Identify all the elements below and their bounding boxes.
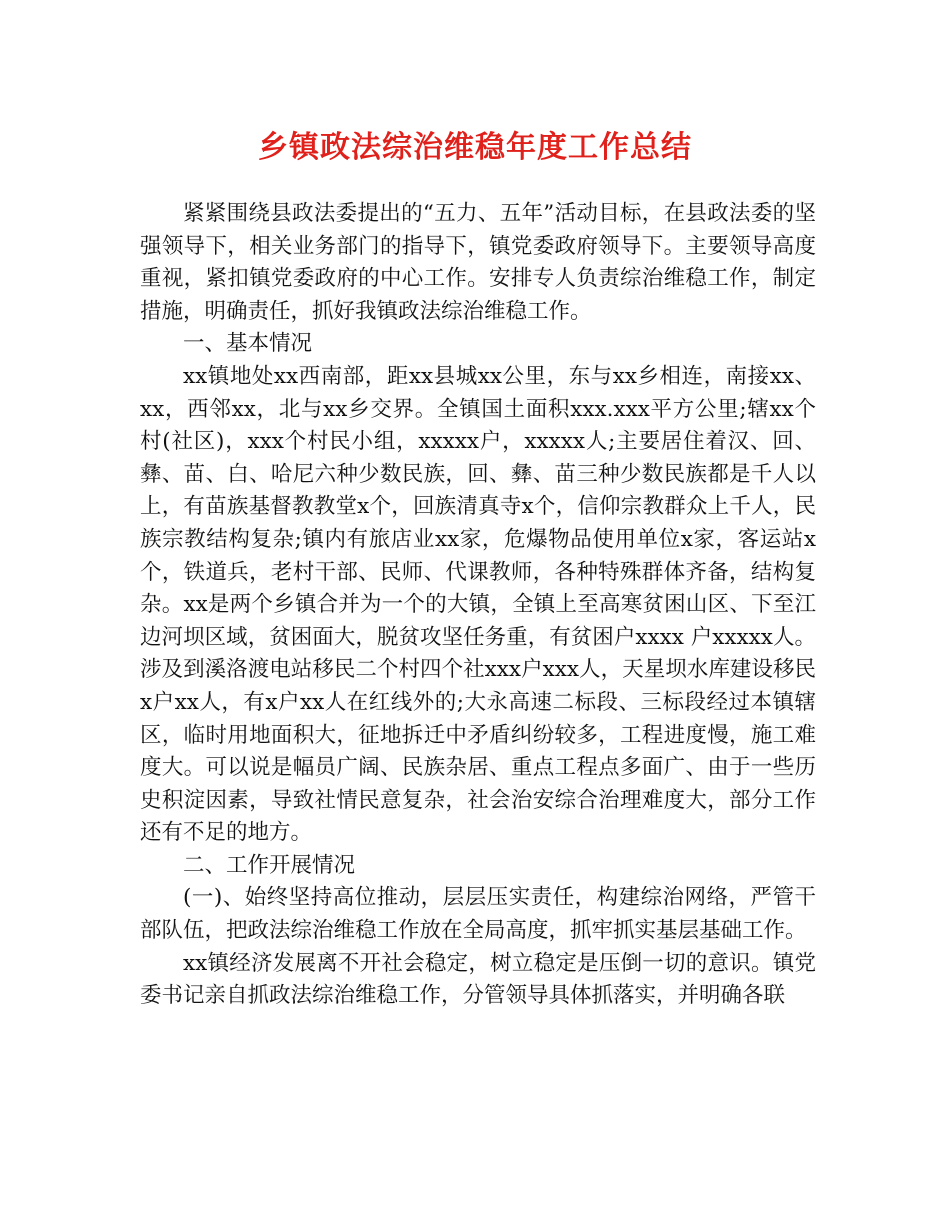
work-paragraph: xx镇经济发展离不开社会稳定，树立稳定是压倒一切的意识。镇党委书记亲自抓政法综治维稳工作，分管领导具体抓落实，并明确各联 [140,950,816,1009]
intro-paragraph: 紧紧围绕县政法委提出的“五力、五年”活动目标，在县政法委的坚强领导下，相关业务部门的指导下，镇党委政府领导下。主要领导高度重视，紧扣镇党委政府的中心工作。安排专人负责综治维稳工作，制定措施，明确责任，抓好我镇政法综治维稳工作。 [140,201,816,324]
basic-situation-paragraph: xx镇地处xx西南部，距xx县城xx公里，东与xx乡相连，南接xx、xx，西邻xx，北与xx乡交界。全镇国土面积xxx.xxx平方公里;辖xx个村(社区)，xxx个村民小组，xxxxx户，xxxxx人;主要居住着汉、回、彝、苗、白、哈尼六种少数民族，回、彝、苗三种少数民族都是千人以上，有苗族基督教教堂x个，回族清真寺x个，信仰宗教群众上千人，民族宗教结构复杂;镇内有旅店业xx家，危爆物品使用单位x家，客运站x个，铁道兵，老村干部、民师、代课教师，各种特殊群体齐备，结构复杂。xx是两个乡镇合并为一个的大镇，全镇上至高寒贫困山区、下至江边河坝区域，贫困面大，脱贫攻坚任务重，有贫困户xxxx 户xxxxx人。涉及到溪洛渡电站移民二个村四个社xxx户xxx人，天星坝水库建设移民x户xx人，有x户xx人在红线外的;大永高速二标段、三标段经过本镇辖区，临时用地面积大，征地拆迁中矛盾纠纷较多，工程进度慢，施工难度大。可以说是幅员广阔、民族杂居、重点工程点多面广、由于一些历史积淀因素，导致社情民意复杂，社会治安综合治理难度大，部分工作还有不足的地方。 [140,363,816,846]
section-heading-basic-situation: 一、基本情况 [183,331,313,357]
subsection-paragraph-1: (一)、始终坚持高位推动，层层压实责任，构建综治网络，严管干部队伍，把政法综治维稳工作放在全局高度，抓牢抓实基层基础工作。 [140,885,816,944]
section-heading-work-progress: 二、工作开展情况 [183,852,356,878]
document-body [140,198,816,1013]
document-title: 乡镇政法综治维稳年度工作总结 [258,130,692,165]
